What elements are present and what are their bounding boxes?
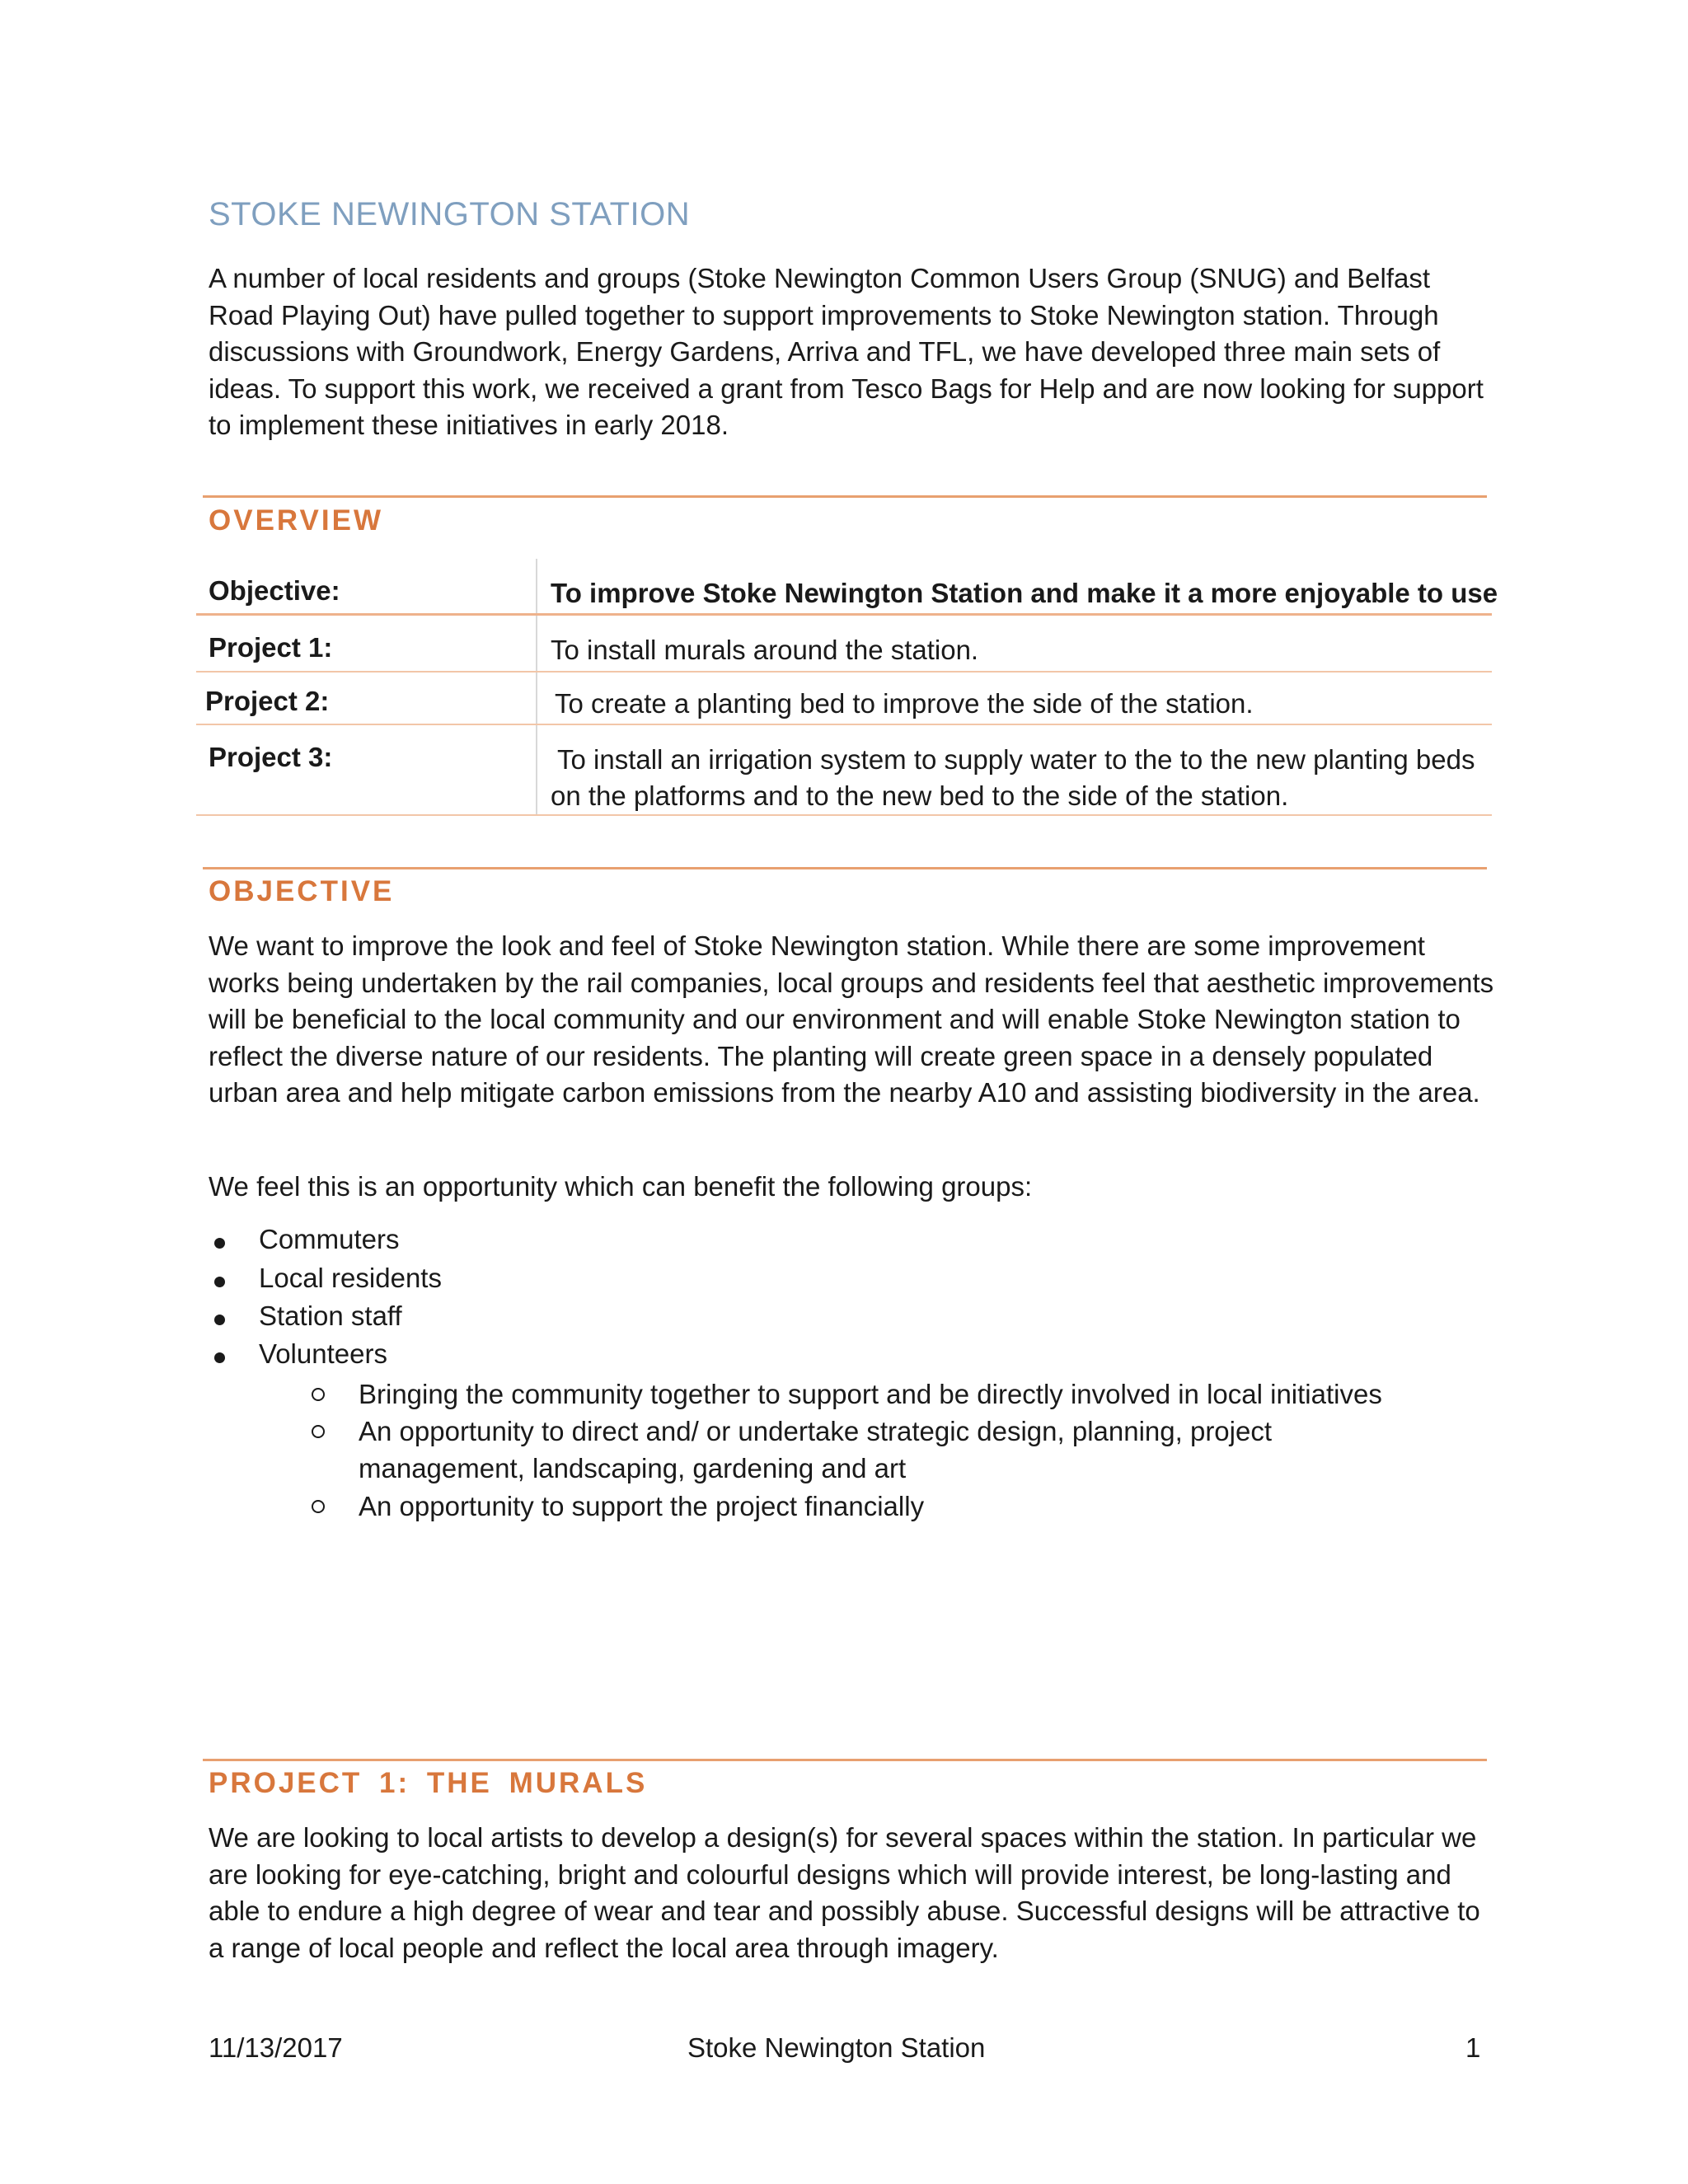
circle-bullet-icon: [312, 1425, 325, 1438]
project1-rule: [203, 1759, 1487, 1761]
overview-value-objective: To improve Stoke Newington Station and make it a more enjoyable to use: [551, 578, 1498, 608]
overview-label-objective: Objective:: [209, 575, 340, 606]
overview-label-project2: Project 2:: [205, 686, 330, 716]
overview-heading: OVERVIEW: [209, 504, 384, 537]
objective-heading: OBJECTIVE: [209, 875, 395, 907]
project1-heading: PROJECT 1: THE MURALS: [209, 1767, 648, 1799]
groups-intro: We feel this is an opportunity which can benefit the following groups:: [209, 1171, 1033, 1202]
table-divider: [196, 671, 1492, 673]
overview-label-project3: Project 3:: [209, 742, 333, 772]
project1-paragraph: We are looking to local artists to develop a design(s) for several spaces within the station. In particular we are looking for eye-catching, bright and colourful designs which will provide interest, be long-lasting and able to endure a high degree of wear and tear and possibly abuse. Successful designs will be attractive to a range of local people and reflect the local area through imagery.: [209, 1822, 1480, 1963]
bullet-icon: [214, 1277, 225, 1287]
bullet-icon: [214, 1315, 225, 1325]
objective-paragraph: We want to improve the look and feel of Stoke Newington station. While there are some improvement works being undertaken by the rail companies, local groups and residents feel that aesthetic improvements will be beneficial to the local community and our environment and will enable Stoke Newington station to reflect the diverse nature of our residents. The planting will create green space in a densely populated urban area and help mitigate carbon emissions from the nearby A10 and assisting biodiversity in the area.: [209, 930, 1494, 1108]
footer-date: 11/13/2017: [209, 2032, 343, 2063]
footer-title: Stoke Newington Station: [687, 2032, 986, 2063]
objective-rule: [203, 867, 1487, 869]
overview-value-project2: To create a planting bed to improve the side of the station.: [555, 688, 1254, 719]
overview-label-project1: Project 1:: [209, 632, 333, 663]
table-divider: [196, 814, 1492, 816]
bullet-icon: [214, 1238, 225, 1249]
table-column-divider: [536, 559, 537, 816]
table-divider: [196, 724, 1492, 725]
circle-bullet-icon: [312, 1500, 325, 1513]
page-number: 1: [1465, 2032, 1481, 2063]
overview-value-project1: To install murals around the station.: [551, 635, 979, 665]
intro-paragraph: A number of local residents and groups (Stoke Newington Common Users Group (SNUG) and Belfast Road Playing Out) have pulled together to support improvements to Stoke Newington station. Through discussions with Groundwork, Energy Gardens, Arriva and TFL, we have developed three main sets of ideas. To support this work, we received a grant from Tesco Bags for Help and are now looking for support to implement these initiatives in early 2018.: [209, 263, 1484, 440]
document-page: STOKE NEWINGTON STATION A number of local residents and groups (Stoke Newington Common Users Group (SNUG) and Belfast Road Playing Out) have pulled together to support improvements to Stoke Newington station. Through discussions with Groundwork, Energy Gardens, Arriva and TFL, we have developed three main sets of ideas. To support this work, we received a grant from Tesco Bags for Help and are now looking for support to implement these initiatives in early 2018. OVERVIEW Objective: To improve Stoke Newington Station and make it a more enjoyable to use Project 1: To install murals around the station. Project 2: To create a planting bed to improve the side of the station. Project 3: To install an irrigation system to supply water to the to the new planting beds on the platforms and to the new bed to the side of the station. OBJECTIVE We want to improve the look and feel of Stoke Newington station. While there are some improvement works being undertaken by the rail companies, local groups and residents feel that aesthetic improvements will be beneficial to the local community and our environment and will enable Stoke Newington station to reflect the diverse nature of our residents. The planting will create green space in a densely populated urban area and help mitigate carbon emissions from the nearby A10 and assisting biodiversity in the area. We feel this is an opportunity which can benefit the following groups: Commuters Local residents Station staff Volunteers Bringing the community together to support and be directly involved in local initiatives An opportunity to direct and/ or undertake strategic design, planning, project management, landscaping, gardening and art An opportunity to support the project financially PROJECT 1: THE MURALS We are looking to local artists to develop a design(s) for several spaces within the station. In particular we are looking for eye-catching, bright and colourful designs which will provide interest, be long-lasting and able to endure a high degree of wear and tear and possibly abuse. Successful designs will be attractive to a range of local people and reflect the local area through imagery. 11/13/2017 Stoke Newington Station 1: [0, 0, 1688, 2184]
overview-rule: [203, 495, 1487, 498]
page-title: STOKE NEWINGTON STATION: [209, 196, 691, 232]
overview-value-project3: To install an irrigation system to supply water to the to the new planting beds on the platforms and to the new bed to the side of the station.: [551, 744, 1475, 811]
circle-bullet-icon: [312, 1388, 325, 1401]
bullet-icon: [214, 1352, 225, 1363]
table-divider: [196, 613, 1492, 616]
